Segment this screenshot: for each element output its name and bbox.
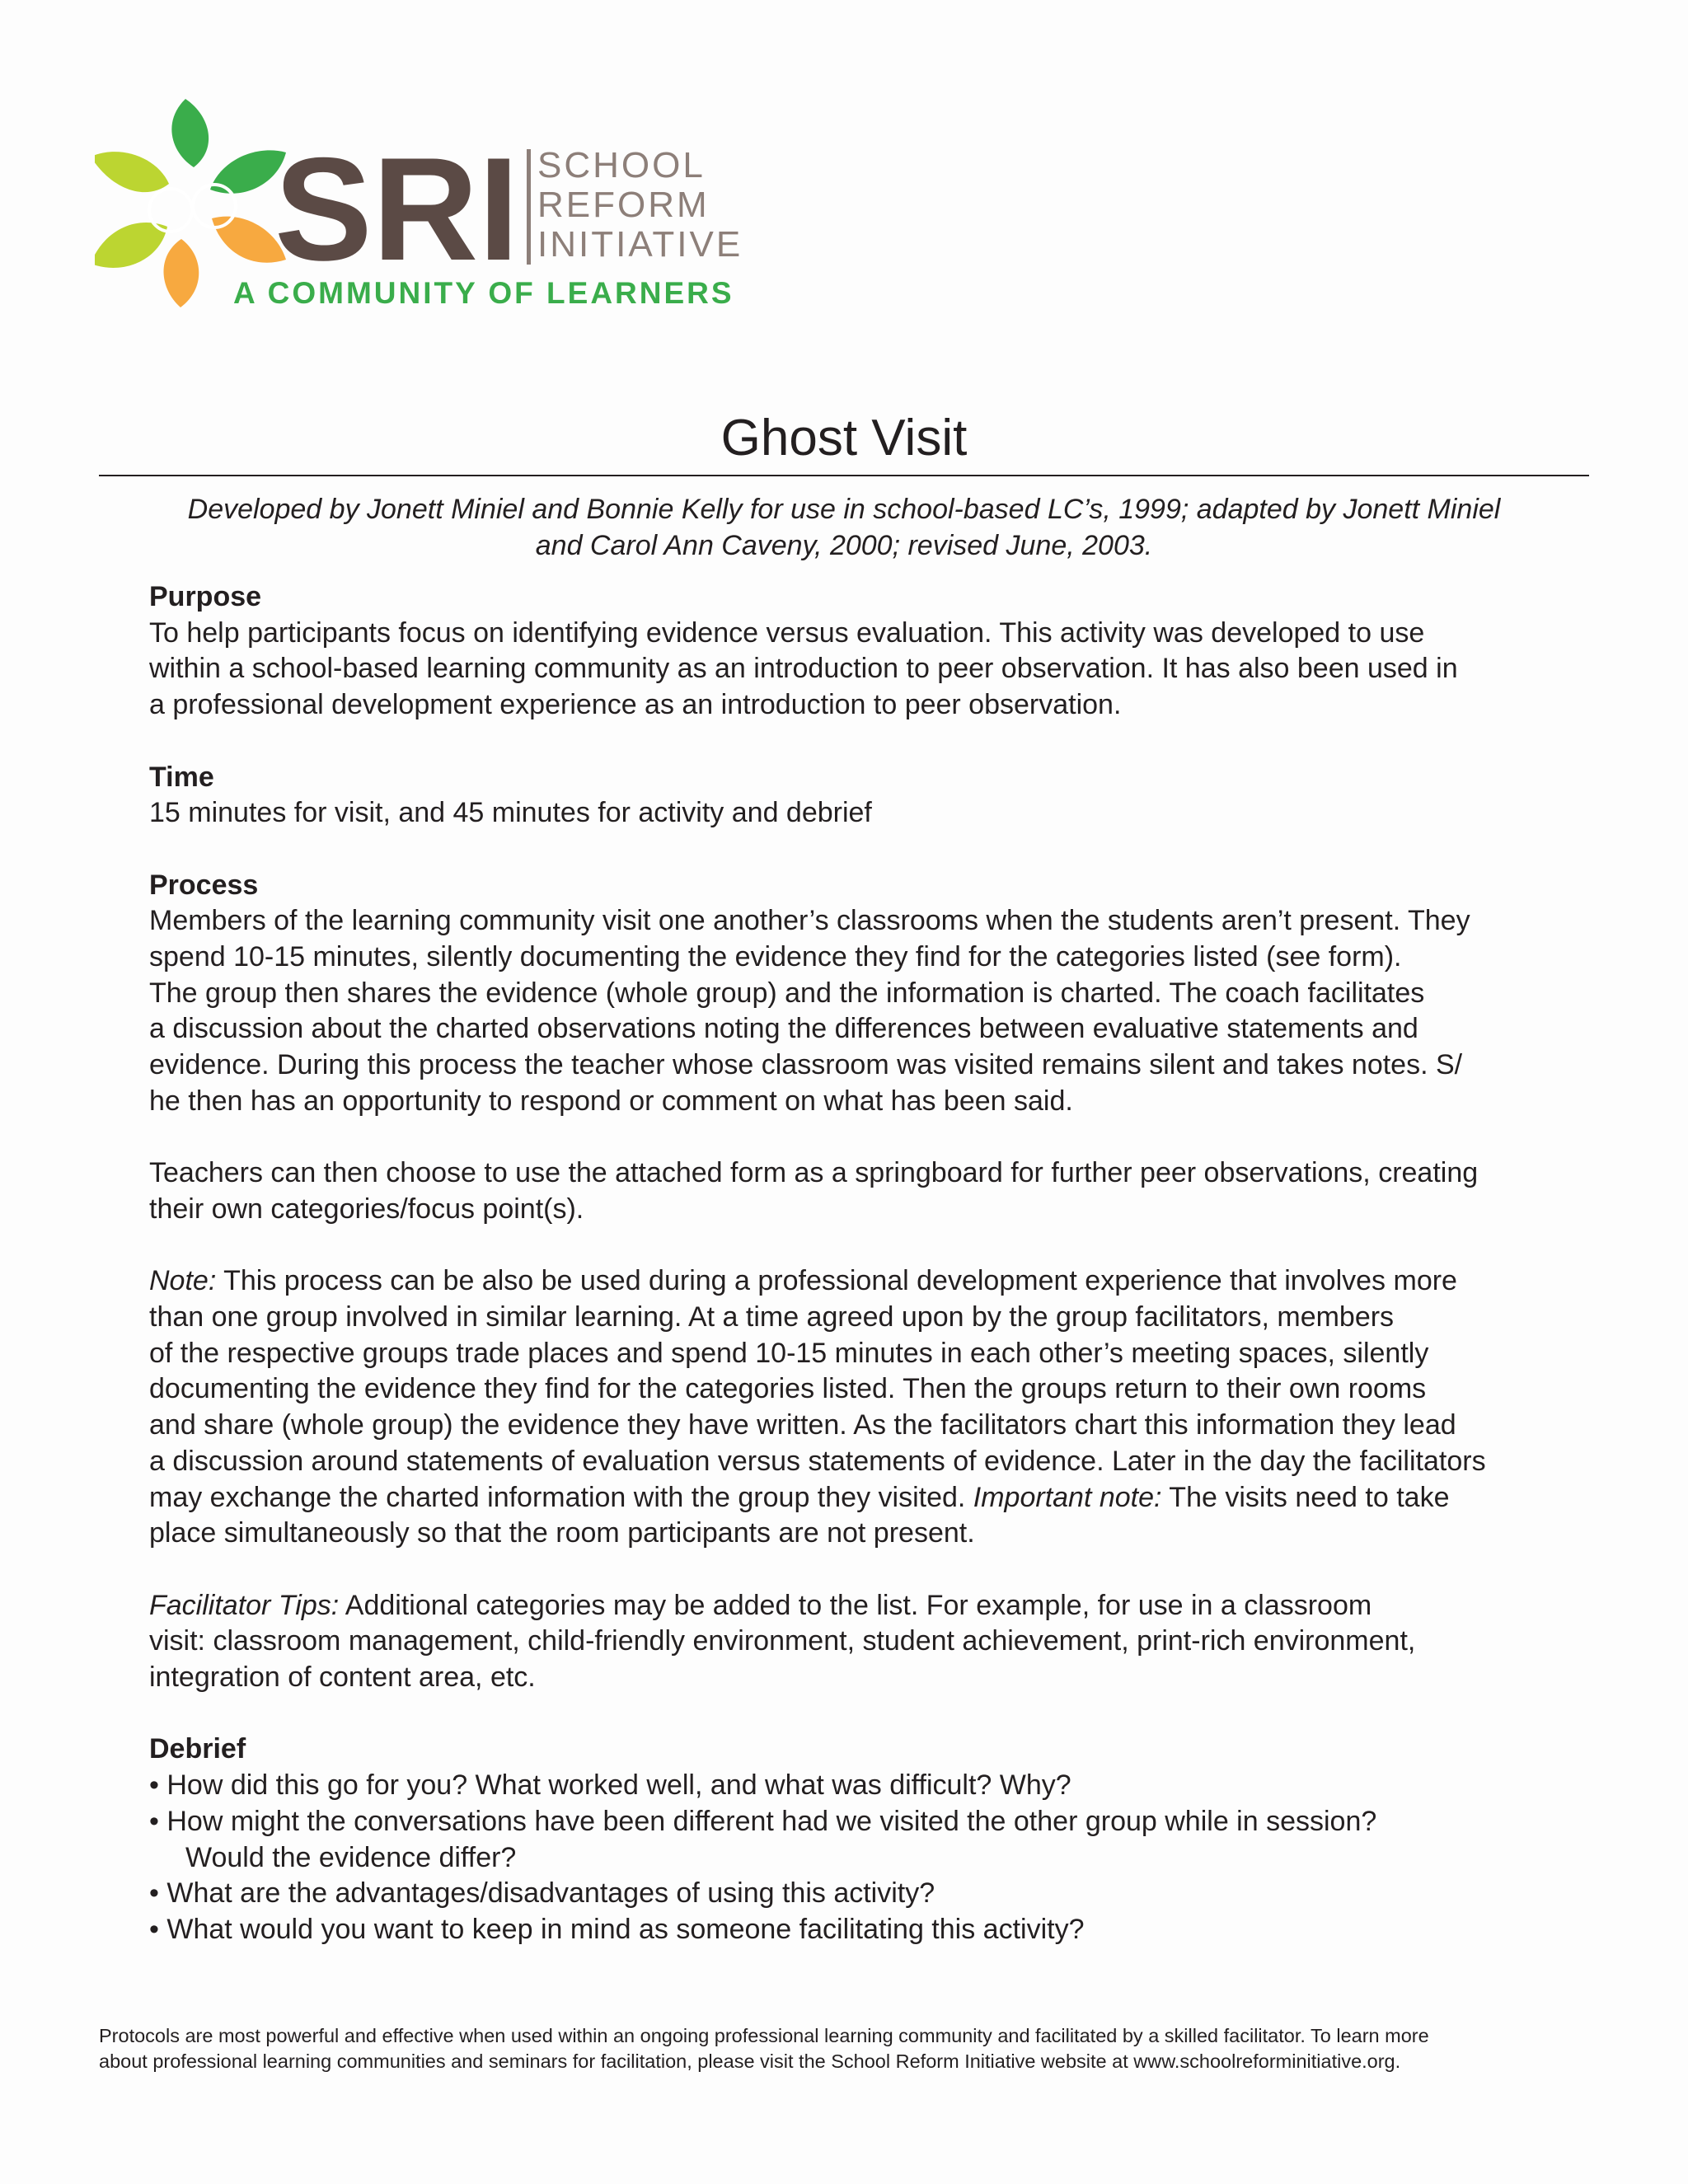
purpose-heading: Purpose	[149, 581, 262, 612]
purpose-line: a professional development experience as an introduction to peer observation.	[149, 689, 1122, 721]
title-rule	[99, 475, 1589, 476]
note-line: place simultaneously so that the room participants are not present.	[149, 1517, 975, 1549]
credit-line-2: and Carol Ann Caveny, 2000; revised June, 2003.	[535, 530, 1153, 561]
time-line: 15 minutes for visit, and 45 minutes for activity and debrief	[149, 797, 872, 829]
debrief-section	[149, 1732, 1550, 1947]
process-section	[149, 868, 1550, 1696]
process-line: spend 10-15 minutes, silently documenting the evidence they find for the categories listed (see form).	[149, 941, 1402, 972]
note-label: Note:	[149, 1265, 217, 1297]
note-line: a discussion around statements of evaluation versus statements of evidence. Later in the day the facilitators	[149, 1445, 1486, 1477]
tips-label: Facilitator Tips:	[149, 1589, 340, 1621]
page-title: Ghost Visit	[720, 410, 968, 466]
process-line: he then has an opportunity to respond or comment on what has been said.	[149, 1085, 1073, 1117]
note-paragraph	[149, 1263, 1550, 1552]
list-item: • How might the conversations have been different had we visited the other group while in session? Would the evidence differ?	[149, 1805, 1377, 1873]
tips-paragraph	[149, 1588, 1550, 1696]
list-item: • What would you want to keep in mind as someone facilitating this activity?	[149, 1913, 1085, 1945]
footer-note	[99, 2023, 1599, 2074]
note-line: and share (whole group) the evidence they have written. As the facilitators chart this information they lead	[149, 1409, 1456, 1441]
purpose-line: To help participants focus on identifying evidence versus evaluation. This activity was developed to use	[149, 616, 1425, 649]
note-line: This process can be also be used during a professional development experience that involves more	[216, 1265, 1457, 1297]
credit-line-1: Developed by Jonett Miniel and Bonnie Kelly for use in school-based LC’s, 1999; adapted by Jonett Miniel	[187, 494, 1501, 525]
list-item: • How did this go for you? What worked well, and what was difficult? Why?	[149, 1769, 1071, 1802]
bullet: •	[149, 1877, 159, 1910]
protocol-body	[149, 579, 1550, 1948]
process-line: The group then shares the evidence (whole group) and the information is charted. The coach facilitates	[149, 977, 1425, 1009]
process-line: a discussion about the charted observations noting the differences between evaluative statements and	[149, 1013, 1418, 1045]
purpose-line: within a school-based learning community as an introduction to peer observation. It has also been used in	[149, 653, 1458, 685]
process-line: their own categories/focus point(s).	[149, 1193, 584, 1225]
logo-name-line-3: INITIATIVE	[537, 224, 743, 265]
logo-acronym: SRI	[274, 127, 519, 291]
process-line: Teachers can then choose to use the attached form as a springboard for further peer observations, creating	[149, 1157, 1479, 1189]
note-line: documenting the evidence they find for the categories listed. Then the groups return to their own rooms	[149, 1373, 1427, 1405]
debrief-list	[149, 1768, 1550, 1948]
process-line: Members of the learning community visit one another’s classrooms when the students aren’t present. They	[149, 905, 1470, 937]
logo-tagline: A COMMUNITY OF LEARNERS	[233, 276, 734, 310]
tips-line: visit: classroom management, child-friendly environment, student achievement, print-rich environment,	[149, 1625, 1416, 1657]
bullet: •	[149, 1769, 159, 1802]
tips-line: Additional categories may be added to the list. For example, for use in a classroom	[339, 1589, 1372, 1621]
springboard-paragraph	[149, 1155, 1550, 1227]
bullet: •	[149, 1913, 159, 1945]
purpose-section	[149, 579, 1550, 724]
important-note-label: Important note:	[973, 1481, 1162, 1513]
bullet: •	[149, 1805, 159, 1837]
process-heading: Process	[149, 869, 259, 901]
tips-line: integration of content area, etc.	[149, 1661, 536, 1694]
logo-name-line-2: REFORM	[537, 185, 710, 225]
sri-logo	[95, 95, 779, 317]
debrief-heading: Debrief	[149, 1733, 246, 1765]
footer-line-1: Protocols are most powerful and effective when used within an ongoing professional learning community and facilitated by a skilled facilitator. To learn more	[99, 2025, 1429, 2046]
time-section	[149, 760, 1550, 832]
credit-line	[140, 491, 1548, 564]
process-paragraph	[149, 903, 1550, 1119]
list-item: • What are the advantages/disadvantages of using this activity?	[149, 1877, 935, 1910]
footer-line-2: about professional learning communities and seminars for facilitation, please visit the School Reform Initiative website at www.schoolreforminitiative.org.	[99, 2050, 1401, 2072]
note-line: The visits need to take	[1161, 1481, 1450, 1513]
note-line: than one group involved in similar learning. At a time agreed upon by the group facilitators, members	[149, 1301, 1395, 1333]
note-line: may exchange the charted information with the group they visited.	[149, 1481, 973, 1513]
time-heading: Time	[149, 761, 214, 793]
process-line: evidence. During this process the teacher whose classroom was visited remains silent and takes notes. S/	[149, 1049, 1463, 1081]
logo-name-line-1: SCHOOL	[537, 145, 706, 185]
note-line: of the respective groups trade places and spend 10-15 minutes in each other’s meeting spaces, silently	[149, 1337, 1429, 1369]
